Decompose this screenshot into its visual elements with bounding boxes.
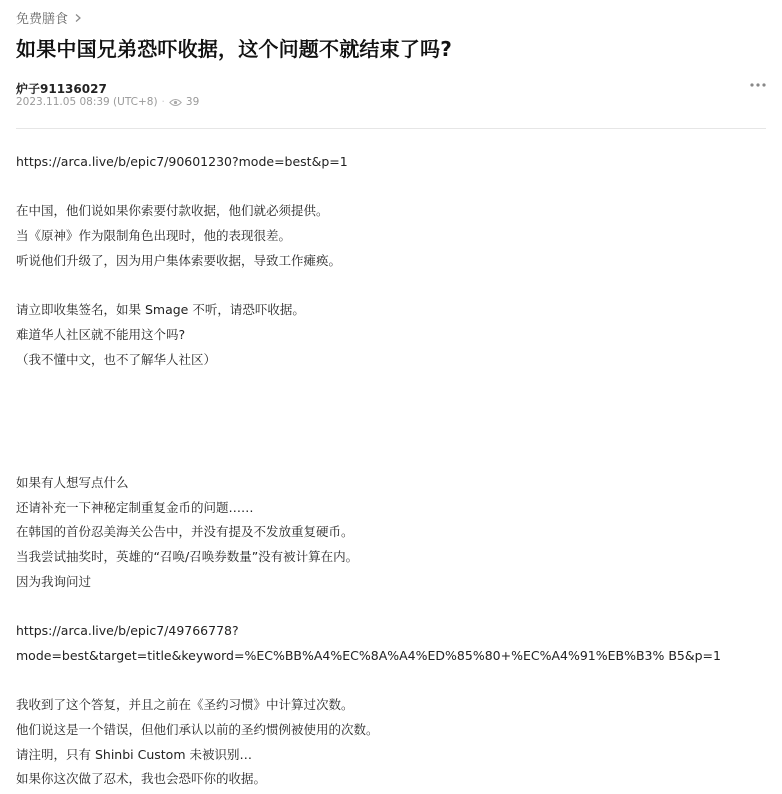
breadcrumb[interactable] (16, 8, 82, 27)
blank-line (16, 422, 766, 447)
content-line: 请立即收集签名，如果 Smage 不听，请恐吓收据。 (16, 302, 305, 318)
breadcrumb-label[interactable]: 免费膳食 (16, 12, 69, 27)
content-line: 难道华人社区就不能用这个吗? (16, 326, 186, 342)
post-content (16, 150, 766, 792)
meta-separator: · (161, 96, 165, 108)
view-count: 39 (185, 96, 200, 108)
chevron-right-icon (74, 14, 82, 22)
content-line: 我收到了这个答复，并且之前在《圣约习惯》中计算过次数。 (16, 697, 354, 713)
content-link[interactable]: https://arca.live/b/epic7/49766778? (16, 623, 239, 639)
blank-line (16, 668, 766, 693)
author-name[interactable]: 炉子91136027 (16, 82, 107, 96)
blank-line (16, 594, 766, 619)
more-horizontal-icon[interactable] (750, 82, 766, 88)
content-link-continued[interactable]: mode=best&target=title&keyword=%EC%BB%A4%EC%8A%A4%ED%85%80+%EC%A4%91%EB%B3% B5&p=1 (16, 647, 721, 663)
blank-line (16, 273, 766, 298)
content-line: 在韩国的首份忍美海关公告中，并没有提及不发放重复硬币。 (16, 524, 354, 540)
blank-line (16, 397, 766, 422)
content-line: 因为我询问过 (16, 573, 92, 589)
eye-icon (169, 98, 182, 107)
content-line: 他们说这是一个错误，但他们承认以前的圣约惯例被使用的次数。 (16, 721, 379, 737)
blank-line (16, 175, 766, 200)
content-line: 当《原神》作为限制角色出现时，他的表现很差。 (16, 228, 292, 244)
post-meta (16, 96, 199, 108)
content-link[interactable]: https://arca.live/b/epic7/90601230?mode=best&p=1 (16, 154, 348, 169)
post-datetime: 2023.11.05 08:39 (UTC+8) (16, 96, 158, 108)
content-line: （我不懂中文，也不了解华人社区） (16, 351, 217, 367)
content-line: 在中国，他们说如果你索要付款收据，他们就必须提供。 (16, 203, 329, 219)
content-line: 还请补充一下神秘定制重复金币的问题…… (16, 499, 254, 515)
content-line: 如果有人想写点什么 (16, 474, 129, 490)
content-line: 当我尝试抽奖时，英雄的“召唤/召唤券数量”没有被计算在内。 (16, 549, 359, 564)
post-title: 如果中国兄弟恐吓收据，这个问题不就结束了吗? (16, 37, 453, 61)
content-line: 如果你这次做了忍术，我也会恐吓你的收据。 (16, 771, 267, 787)
header-divider (16, 128, 766, 129)
blank-line (16, 372, 766, 397)
blank-line (16, 446, 766, 471)
content-line: 请注明，只有 Shinbi Custom 未被识别… (16, 746, 252, 762)
content-line: 听说他们升级了，因为用户集体索要收据，导致工作瘫痪。 (16, 252, 342, 268)
